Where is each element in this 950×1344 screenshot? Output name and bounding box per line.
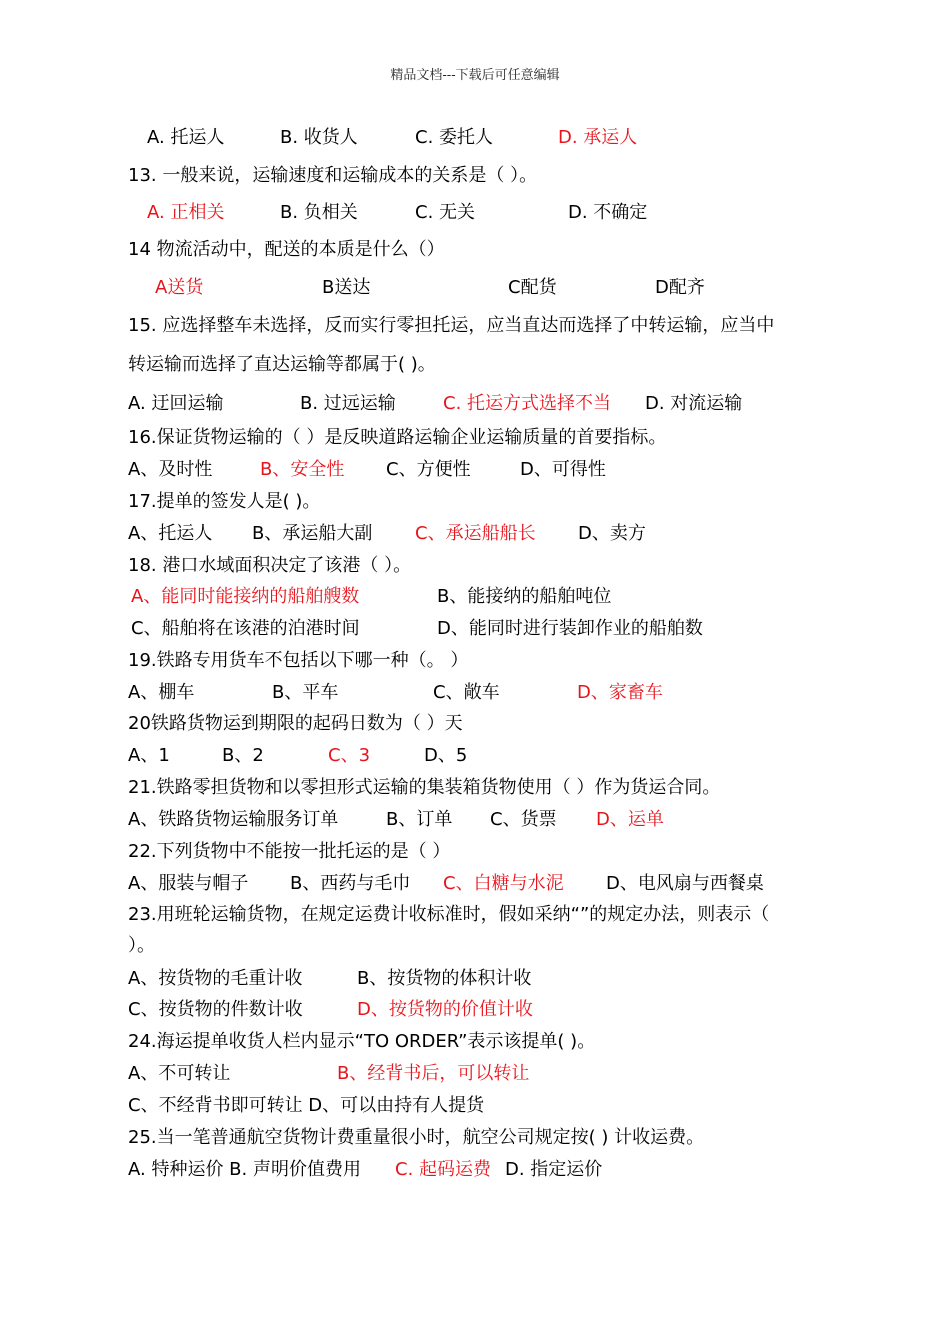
question-text: 24.海运提单收货人栏内显示“TO ORDER”表示该提单( )。 — [128, 1031, 596, 1052]
question-text: C、按货物的件数计收 — [128, 999, 303, 1020]
question-text: 15. 应选择整车未选择，反而实行零担托运，应当直达而选择了中转运输，应当中 — [128, 315, 775, 336]
question-text: C、货票 — [490, 809, 557, 830]
question-text: 19.铁路专用货车不包括以下哪一种（。 ） — [128, 650, 469, 671]
text-line — [0, 1092, 950, 1120]
question-text: B. 收货人 — [280, 127, 358, 148]
text-line — [0, 901, 950, 929]
question-text: D. 对流运输 — [645, 393, 743, 414]
text-line — [0, 647, 950, 675]
question-text: C. 委托人 — [415, 127, 494, 148]
text-line — [0, 552, 950, 580]
question-text: 23.用班轮运输货物，在规定运费计收标准时，假如采纳“”的规定办法，则表示（ — [128, 904, 770, 925]
question-text: A. 迂回运输 — [128, 393, 224, 414]
text-line — [0, 351, 950, 379]
text-line — [0, 615, 950, 643]
question-text: 25.当一笔普通航空货物计费重量很小时，航空公司规定按( ) 计收运费。 — [128, 1127, 705, 1148]
text-line — [0, 456, 950, 484]
text-line — [0, 1124, 950, 1152]
question-text: B、平车 — [272, 682, 339, 703]
answer-text: B、经背书后，可以转让 — [337, 1063, 530, 1084]
question-text: C配货 — [508, 277, 557, 298]
question-text: D、5 — [424, 745, 468, 766]
text-line — [0, 162, 950, 190]
answer-text: D、运单 — [596, 809, 664, 830]
question-text: D、卖方 — [578, 523, 646, 544]
text-line — [0, 124, 950, 152]
question-text: D配齐 — [655, 277, 705, 298]
text-line — [0, 520, 950, 548]
question-text: A. 特种运价 B. 声明价值费用 — [128, 1159, 361, 1180]
text-line — [0, 583, 950, 611]
question-text: 转运输而选择了直达运输等都属于( )。 — [128, 354, 436, 375]
text-line — [0, 1156, 950, 1184]
text-line — [0, 1060, 950, 1088]
question-text: D、能同时进行装卸作业的船舶数 — [437, 618, 703, 639]
text-line — [0, 236, 950, 264]
question-text: 20铁路货物运到期限的起码日数为（ ）天 — [128, 713, 463, 734]
question-text: 21.铁路零担货物和以零担形式运输的集装箱货物使用（ ）作为货运合同。 — [128, 777, 721, 798]
question-text: D. 指定运价 — [505, 1159, 603, 1180]
text-line — [0, 710, 950, 738]
question-text: A、按货物的毛重计收 — [128, 968, 303, 989]
question-text: A、棚车 — [128, 682, 195, 703]
question-text: B、西药与毛巾 — [290, 873, 411, 894]
text-line — [0, 679, 950, 707]
text-line — [0, 965, 950, 993]
text-line — [0, 274, 950, 302]
answer-text: A、能同时能接纳的船舶艘数 — [131, 586, 360, 607]
text-line — [0, 424, 950, 452]
question-text: B送达 — [322, 277, 371, 298]
question-text: A、及时性 — [128, 459, 213, 480]
question-text: 18. 港口水域面积决定了该港（ ）。 — [128, 555, 412, 576]
answer-text: C. 起码运费 — [395, 1159, 492, 1180]
answer-text: D、家畜车 — [577, 682, 663, 703]
question-text: 22.下列货物中不能按一批托运的是（ ） — [128, 841, 451, 862]
question-text: A、不可转让 — [128, 1063, 231, 1084]
question-text: A. 托运人 — [147, 127, 225, 148]
question-text: B. 过远运输 — [300, 393, 396, 414]
answer-text: D、按货物的价值计收 — [357, 999, 533, 1020]
question-text: A、铁路货物运输服务订单 — [128, 809, 339, 830]
text-line — [0, 870, 950, 898]
answer-text: A. 正相关 — [147, 202, 225, 223]
text-line — [0, 806, 950, 834]
text-line — [0, 488, 950, 516]
answer-text: A送货 — [155, 277, 204, 298]
question-text: B、承运船大副 — [252, 523, 373, 544]
question-text: D、可得性 — [520, 459, 606, 480]
question-text: A、托运人 — [128, 523, 213, 544]
answer-text: C、白糖与水泥 — [443, 873, 564, 894]
question-text: D、电风扇与西餐桌 — [606, 873, 764, 894]
answer-text: C、承运船船长 — [415, 523, 536, 544]
text-line — [0, 774, 950, 802]
question-text: D. 不确定 — [568, 202, 648, 223]
question-text: A、1 — [128, 745, 170, 766]
question-text: 13. 一般来说，运输速度和运输成本的关系是（ ）。 — [128, 165, 538, 186]
text-line — [0, 199, 950, 227]
text-line — [0, 390, 950, 418]
question-text: C、不经背书即可转让 D、可以由持有人提货 — [128, 1095, 485, 1116]
question-text: 16.保证货物运输的（ ）是反映道路运输企业运输质量的首要指标。 — [128, 427, 667, 448]
text-line — [0, 996, 950, 1024]
answer-text: C. 托运方式选择不当 — [443, 393, 612, 414]
answer-text: D. 承运人 — [558, 127, 638, 148]
question-text: B、2 — [222, 745, 264, 766]
answer-text: C、3 — [328, 745, 371, 766]
answer-text: B、安全性 — [260, 459, 345, 480]
question-text: B. 负相关 — [280, 202, 358, 223]
text-line — [0, 1028, 950, 1056]
text-line — [0, 838, 950, 866]
question-text: A、服装与帽子 — [128, 873, 249, 894]
question-text: B、按货物的体积计收 — [357, 968, 532, 989]
page-header: 精品文档---下载后可任意编辑 — [390, 68, 560, 83]
question-text: 17.提单的签发人是( )。 — [128, 491, 321, 512]
question-text: B、能接纳的船舶吨位 — [437, 586, 612, 607]
text-line — [0, 932, 950, 960]
text-line — [0, 742, 950, 770]
question-text: B、订单 — [386, 809, 453, 830]
question-text: 14 物流活动中，配送的本质是什么（） — [128, 239, 445, 260]
question-text: C、方便性 — [386, 459, 471, 480]
text-line — [0, 312, 950, 340]
question-text: C. 无关 — [415, 202, 476, 223]
question-text: ）。 — [128, 935, 155, 956]
question-text: C、敞车 — [433, 682, 500, 703]
question-text: C、船舶将在该港的泊港时间 — [131, 618, 360, 639]
